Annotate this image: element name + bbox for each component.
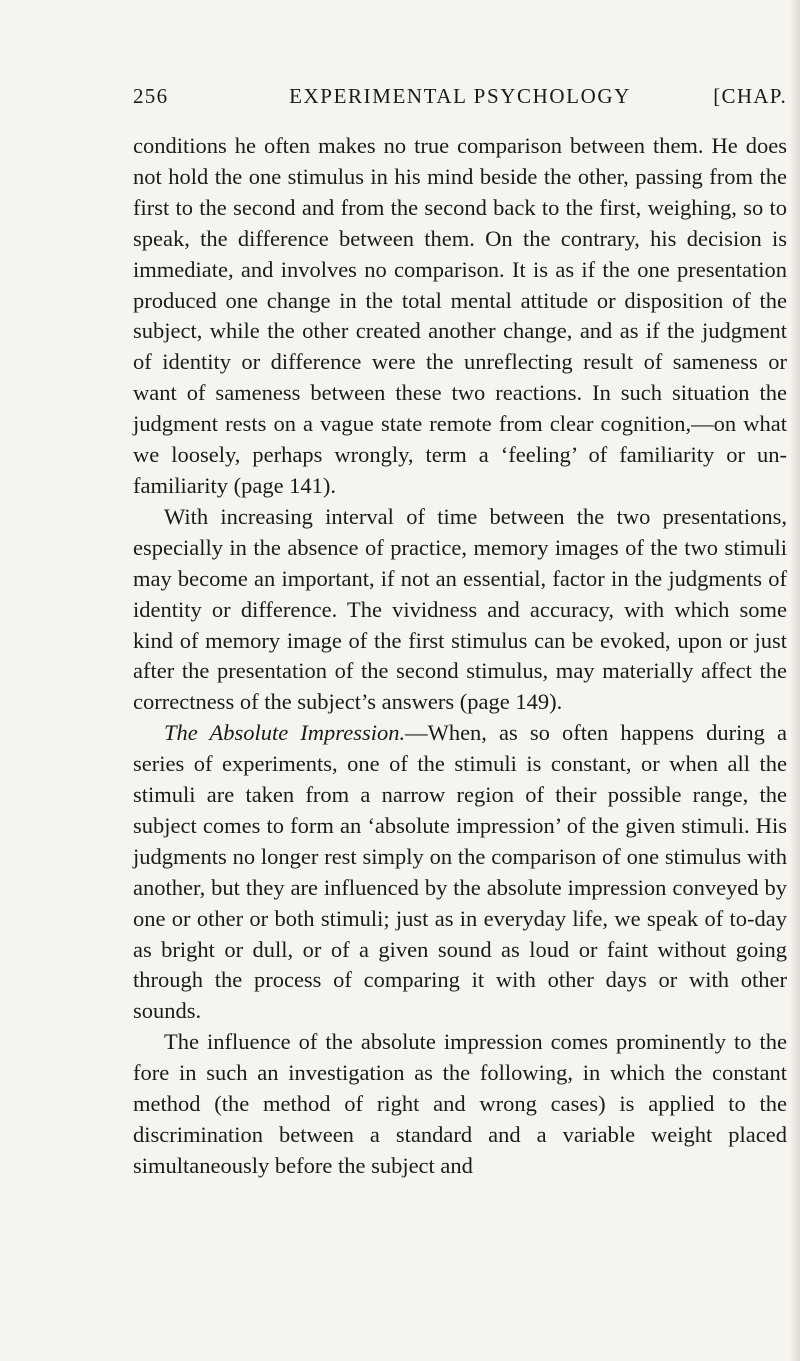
page-edge-shadow <box>790 0 800 1361</box>
paragraph-memory-images: With increasing interval of time between the two presentations, especially in the absence of practice, memory images of the two stimuli may become an important, if not an essential, factor in the judgments of identity or difference. The vividness and accuracy, with which some kind of memory image of the first stimulus can be evoked, upon or just after the presentation of the second stimulus, may materially affect the correctness of the subject’s answers (page 149). <box>133 503 787 715</box>
paragraph-absolute-impression <box>133 718 787 1027</box>
running-title: EXPERIMENTAL PSYCHOLOGY <box>289 84 631 108</box>
page-number: 256 <box>133 84 169 108</box>
body-text <box>133 131 787 1182</box>
paragraph-influence: The influence of the absolute impression comes prominently to the fore in such an investigation as the following, in which the constant method (the method of right and wrong cases) is applied to the discrimination between a standard and a variable weight placed simultaneously before the subject and <box>133 1029 787 1178</box>
chapter-marker: [CHAP. <box>713 84 787 108</box>
running-header <box>133 84 787 114</box>
section-heading-absolute-impression: The Absolute Impression. <box>164 720 406 746</box>
paragraph-absolute-impression-text: —When, as so often happens during a series of experiments, one of the stimuli is constant, or when all the stimuli are taken from a narrow region of their possible range, the subject comes to form an ‘absolute impression’ of the given stimuli. His judgments no longer rest simply on the comparison of one stimulus with another, but they are influenced by the absolute impression conveyed by one or other or both stimuli; just as in everyday life, we speak of to-day as bright or dull, or of a given sound as loud or faint without going through the process of comparing it with other days or with other sounds. <box>133 720 787 1024</box>
paragraph-continued: conditions he often makes no true comparison between them. He does not hold the one stimulus in his mind beside the other, passing from the first to the second and from the second back to the first, weighing, so to speak, the difference between them. On the contrary, his decision is immediate, and involves no comparison. It is as if the one presentation produced one change in the total mental attitude or disposition of the subject, while the other created another change, and as if the judgment of identity or difference were the unreflecting result of sameness or want of sameness between these two reactions. In such situation the judgment rests on a vague state remote from clear cognition,—on what we loosely, perhaps wrongly, term a ‘feeling’ of familiarity or unfamiliarity (page 141). <box>133 133 787 498</box>
